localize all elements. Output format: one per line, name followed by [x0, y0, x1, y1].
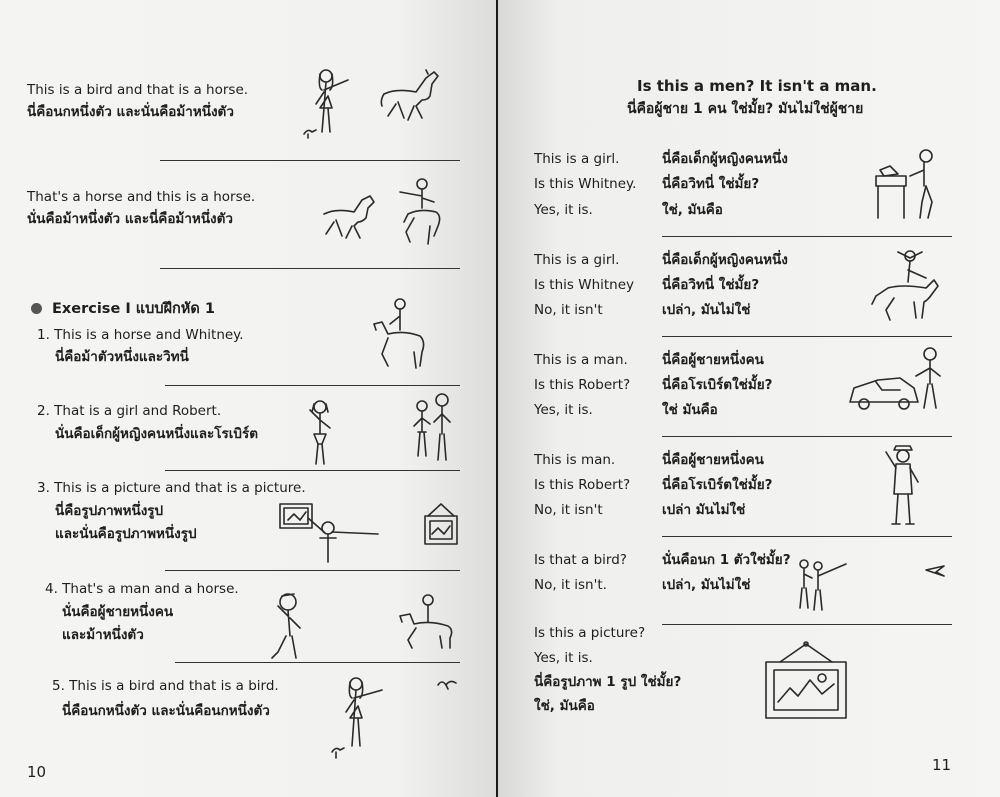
block-3-row-2-english: Is this Robert?: [534, 377, 631, 393]
exercise-3-thai-line2: และนั่นคือรูปภาพหนึ่งรูป: [55, 526, 197, 542]
horse-illustration: [376, 66, 442, 128]
lesson-title-english: Is this a men? It isn't a man.: [637, 77, 877, 95]
block-4-row-2-thai: นี่คือโรเบิร์ตใช่มั้ย?: [662, 477, 773, 493]
block-1-row-3-thai: ใช่, มันคือ: [662, 202, 723, 218]
block-1-row-2-thai: นี่คือวิทนี่ ใช่มั้ย?: [662, 176, 760, 192]
block-2-row-2-thai: นี่คือวิทนี่ ใช่มั้ย?: [662, 277, 760, 293]
answer-line: [662, 436, 952, 437]
exercise-1-english: 1. This is a horse and Whitney.: [37, 327, 244, 343]
block-1-row-1-thai: นี่คือเด็กผู้หญิงคนหนึ่ง: [662, 151, 788, 167]
intro-1-thai: นี่คือนกหนึ่งตัว และนั่นคือม้าหนึ่งตัว: [27, 104, 234, 120]
block-5-row-1-english: Is that a bird?: [534, 552, 627, 568]
bullet-icon: [31, 303, 42, 314]
intro-2-thai: นั่นคือม้าหนึ่งตัว และนี่คือม้าหนึ่งตัว: [27, 211, 233, 227]
block-3-row-3-thai: ใช่ มันคือ: [662, 402, 718, 418]
man-holding-picture-illustration: [278, 500, 382, 566]
block-4-row-1-english: This is man.: [534, 452, 616, 468]
rider-on-horse-illustration: [364, 294, 432, 374]
block-6-english-1: Is this a picture?: [534, 625, 646, 641]
picture-frame-icon: [422, 502, 460, 548]
block-2-row-2-english: Is this Whitney: [534, 277, 635, 293]
answer-line: [160, 268, 460, 269]
exercise-5-thai: นี่คือนกหนึ่งตัว และนั่นคือนกหนึ่งตัว: [62, 703, 270, 719]
girl-pointing-with-bird-illustration: [326, 672, 388, 762]
exercise-4-english: 4. That's a man and a horse.: [45, 581, 239, 597]
bird-icon: [924, 562, 948, 578]
answer-line: [160, 160, 460, 161]
left-page: [0, 0, 496, 797]
block-5-row-2-thai: เปล่า, มันไม่ใช่: [662, 577, 751, 593]
girl-illustration: [302, 398, 338, 472]
block-4-row-3-thai: เปล่า มันไม่ใช่: [662, 502, 746, 518]
page-number-left: 10: [27, 763, 47, 781]
girl-and-robert-illustration: [408, 392, 454, 466]
block-5-row-1-thai: นั่นคือนก 1 ตัวใช่มั้ย?: [662, 552, 791, 568]
block-3-row-1-english: This is a man.: [534, 352, 628, 368]
block-4-row-1-thai: นี่คือผู้ชายหนึ่งคน: [662, 452, 764, 468]
exercise-5-english: 5. This is a bird and that is a bird.: [52, 678, 279, 694]
exercise-3-thai-line1: นี่คือรูปภาพหนึ่งรูป: [55, 503, 164, 519]
rider-on-horse-illustration: [394, 176, 450, 252]
block-2-row-3-thai: เปล่า, มันไม่ใช่: [662, 302, 751, 318]
block-6-english-2: Yes, it is.: [534, 650, 593, 666]
answer-line: [662, 624, 952, 625]
block-6-thai-1: นี่คือรูปภาพ 1 รูป ใช่มั้ย?: [534, 674, 682, 690]
exercise-1-thai: นี่คือม้าตัวหนึ่งและวิทนี่: [55, 349, 189, 365]
bird-icon: [436, 676, 458, 690]
answer-line: [165, 570, 460, 571]
intro-2-english: That's a horse and this is a horse.: [27, 189, 256, 205]
block-3-row-1-thai: นี่คือผู้ชายหนึ่งคน: [662, 352, 764, 368]
man-with-car-illustration: [848, 346, 946, 412]
exercise-4-thai-line1: นั่นคือผู้ชายหนึ่งคน: [62, 604, 174, 620]
rider-on-horse-illustration: [394, 594, 462, 652]
block-2-row-1-english: This is a girl.: [534, 252, 620, 268]
block-4-row-2-english: Is this Robert?: [534, 477, 631, 493]
answer-line: [165, 385, 460, 386]
horse-illustration: [318, 188, 380, 246]
exercise-2-english: 2. That is a girl and Robert.: [37, 403, 222, 419]
block-1-row-2-english: Is this Whitney.: [534, 176, 637, 192]
answer-line: [175, 662, 460, 663]
policeman-illustration: [878, 442, 928, 528]
girl-pointing-with-bird-illustration: [298, 66, 354, 142]
block-3-row-2-thai: นี่คือโรเบิร์ตใช่มั้ย?: [662, 377, 773, 393]
block-1-row-3-english: Yes, it is.: [534, 202, 593, 218]
girl-at-desk-illustration: [870, 144, 942, 222]
exercise-2-thai: นั่นคือเด็กผู้หญิงคนหนึ่งและโรเบิร์ต: [55, 426, 258, 442]
man-illustration: [264, 592, 310, 662]
block-6-thai-2: ใช่, มันคือ: [534, 698, 595, 714]
answer-line: [662, 536, 952, 537]
exercise-heading: Exercise I แบบฝึกหัด 1: [52, 301, 215, 317]
two-people-pointing-illustration: [794, 556, 850, 614]
block-5-row-2-english: No, it isn't.: [534, 577, 607, 593]
block-3-row-3-english: Yes, it is.: [534, 402, 593, 418]
page-number-right: 11: [932, 756, 952, 774]
right-page: [498, 0, 1000, 797]
exercise-3-english: 3. This is a picture and that is a picture.: [37, 480, 306, 496]
block-1-row-1-english: This is a girl.: [534, 151, 620, 167]
exercise-4-thai-line2: และม้าหนึ่งตัว: [62, 627, 144, 643]
answer-line: [662, 236, 952, 237]
rider-on-horse-illustration: [868, 248, 942, 326]
block-2-row-1-thai: นี่คือเด็กผู้หญิงคนหนึ่ง: [662, 252, 788, 268]
block-4-row-3-english: No, it isn't: [534, 502, 603, 518]
answer-line: [662, 336, 952, 337]
intro-1-english: This is a bird and that is a horse.: [27, 82, 249, 98]
answer-line: [165, 470, 460, 471]
block-2-row-3-english: No, it isn't: [534, 302, 603, 318]
framed-picture-illustration: [760, 640, 852, 724]
lesson-title-thai: นี่คือผู้ชาย 1 คน ใช่มั้ย? มันไม่ใช่ผู้ชาย: [627, 101, 864, 117]
